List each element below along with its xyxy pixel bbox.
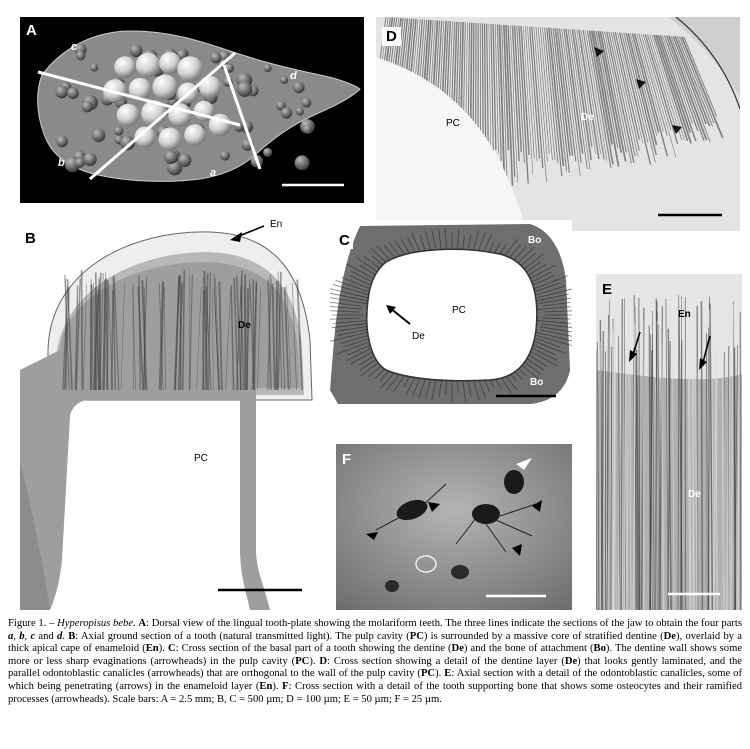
caption-part-c: c (30, 630, 36, 642)
panel-e-de-label: De (688, 489, 701, 500)
caption-text: ). (158, 643, 168, 655)
panel-e (596, 274, 742, 610)
panel-d-image (376, 17, 740, 231)
panel-e-en-label: En (678, 309, 691, 320)
caption-part-b: b (19, 630, 25, 642)
caption-key-d: D (319, 655, 328, 667)
part-a-label: a (210, 167, 217, 179)
caption-abbr: En (259, 680, 273, 692)
panel-b (20, 220, 326, 610)
panel-f (336, 444, 572, 610)
panel-d (376, 17, 740, 231)
caption-text: ). (435, 668, 445, 680)
caption-lead: Figure 1. – (8, 618, 58, 629)
panel-c (330, 220, 572, 406)
caption-text: ). (309, 655, 320, 667)
caption-abbr: PC (420, 668, 436, 680)
panel-b-letter: B (22, 230, 39, 247)
caption-text: : Cross section showing a detail of the dentine layer ( (327, 655, 565, 667)
panel-d-pc-label: PC (446, 118, 460, 129)
caption-text: : Axial section with a detail of the odontoblastic canalicles, some of which being penetrating (arrows) in the enameloid layer ( (8, 668, 742, 692)
caption-abbr: Bo (593, 643, 606, 655)
caption-species: Hyperopisus bebe (57, 618, 134, 629)
part-b-label: b (58, 157, 65, 169)
caption-sep: , (13, 630, 20, 642)
caption-abbr: PC (409, 630, 424, 642)
caption-text: ). (272, 680, 283, 692)
caption-part-d: d (56, 630, 63, 642)
caption-text: : Cross section with a detail of the tooth supporting bone that shows some osteocytes and their ramified processes (arrowheads). Scale bars: A = 2.5 mm; B, C = 500 µm; D = 100 µm; E = 50 µm; F = 25 µm. (8, 680, 742, 705)
caption-text: ), overlaid by a thick apical cape of enameloid ( (8, 630, 743, 655)
panel-d-de-label: De (581, 112, 594, 123)
caption-text: : Axial ground section of a tooth (natural transmitted light). The pulp cavity ( (75, 630, 410, 642)
caption-key-e: E (444, 668, 452, 680)
caption-text: ) is surrounded by a massive core of stratified dentine ( (423, 630, 664, 642)
panel-a (20, 17, 364, 203)
panel-c-pc-label: PC (452, 305, 466, 316)
caption-sep: and (35, 630, 57, 642)
caption-part-a: a (8, 630, 14, 642)
caption-sep: . (62, 630, 69, 642)
part-c-label: c (71, 41, 78, 53)
caption-sep: . (133, 618, 139, 629)
panel-b-de-label: De (238, 320, 251, 331)
caption-abbr: PC (295, 655, 310, 667)
caption-text: ) and the bone of attachment ( (463, 643, 594, 655)
panel-e-letter: E (602, 281, 613, 298)
caption-key-c: C (167, 643, 176, 655)
caption-abbr: De (564, 655, 578, 667)
panel-d-letter: D (382, 27, 401, 46)
caption-text: ) that looks gently laminated, and the parallel odontoblastic canalicles (arrowheads) that are orthogonal to the wall of the pulp cavity ( (8, 655, 743, 680)
panel-e-image (596, 274, 742, 610)
caption-text-a: : Dorsal view of the lingual tooth-plate showing the molariform teeth. The three lines indicate the sections of the jaw to obtain the four parts (146, 618, 743, 629)
panel-b-image (20, 220, 326, 610)
panel-a-letter: A (26, 22, 37, 39)
caption-text: ). The dentine wall shows some more or less sharp evaginations (arrowheads) in the pulp cavity ( (8, 643, 743, 667)
caption-key-b: B (68, 630, 76, 642)
panel-f-image (336, 444, 572, 610)
figure-caption (8, 618, 742, 706)
caption-abbr: De (451, 643, 464, 655)
caption-sep: , (24, 630, 31, 642)
panel-c-de-label: De (412, 331, 425, 342)
caption-text: : Cross section of the basal part of a tooth showing the dentine ( (175, 643, 452, 655)
caption-abbr: En (145, 643, 159, 655)
panel-b-en-label: En (270, 220, 283, 230)
caption-key-f: F (282, 680, 289, 692)
part-d-label: d (290, 70, 297, 82)
caption-key-a: A (138, 618, 147, 629)
panel-b-pc-label: PC (194, 453, 208, 464)
panel-c-letter: C (336, 232, 353, 249)
panel-c-bo-top-label: Bo (528, 235, 542, 246)
panel-c-bo-bottom-label: Bo (530, 377, 544, 388)
caption-abbr: De (663, 630, 677, 642)
panel-f-letter: F (342, 451, 352, 468)
